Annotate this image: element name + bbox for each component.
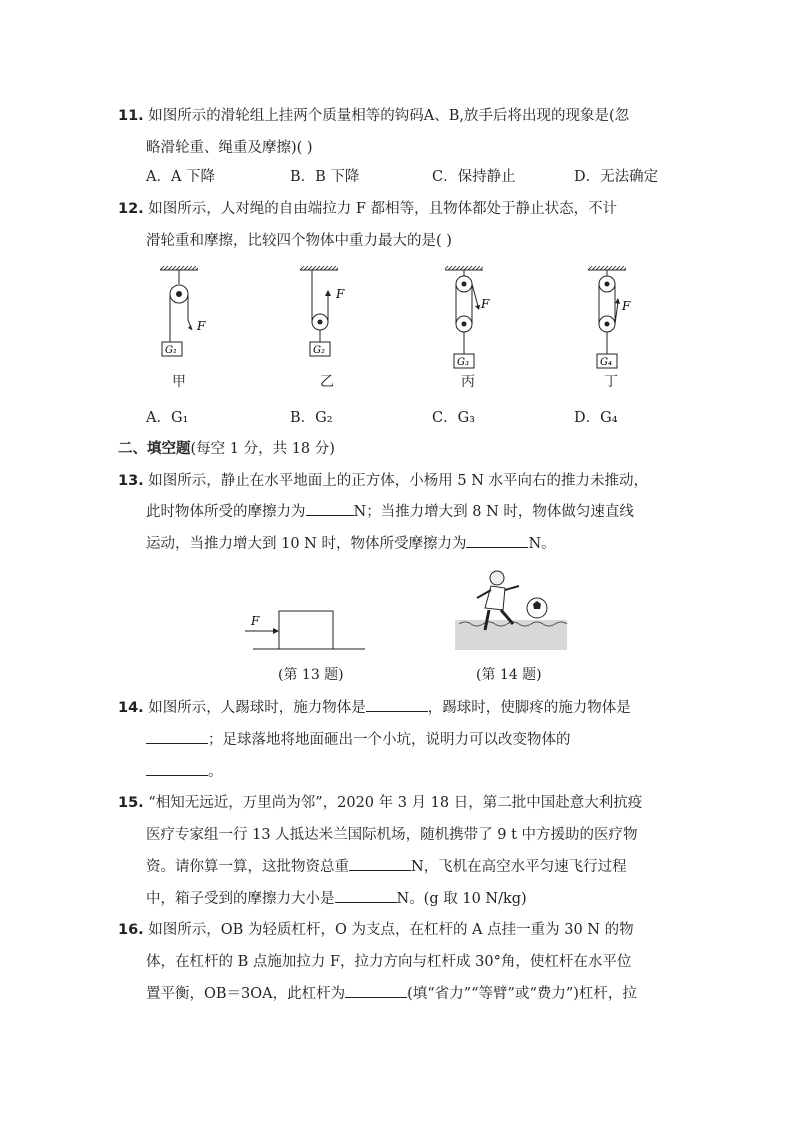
figure-label-ding: 丁 — [604, 374, 618, 390]
q15-blank-2[interactable] — [335, 888, 397, 903]
q11-option-d: D．无法确定 — [574, 169, 659, 185]
q14-text-2: ；足球落地将地面砸出一个小坑，说明力可以改变物体的 — [208, 732, 571, 748]
ceiling-hatch — [160, 266, 198, 270]
svg-text:G₃: G₃ — [457, 357, 469, 368]
q13-number: 13. — [118, 473, 144, 489]
q14-line2 — [146, 728, 571, 749]
q15-line1 — [118, 791, 642, 812]
figure-label-yi: 乙 — [320, 374, 334, 390]
q13-text-3b: N。 — [528, 536, 556, 552]
q15-blank-1[interactable] — [349, 856, 411, 871]
q14-blank-2[interactable] — [146, 729, 208, 744]
q11-text-2: 略滑轮重、绳重及摩擦)( ) — [146, 140, 313, 156]
q14-text-1b: ，踢球时，使脚疼的施力物体是 — [427, 700, 631, 716]
q11-option-b: B．B 下降 — [290, 169, 360, 185]
section-note: (每空 1 分，共 18 分) — [190, 441, 335, 457]
weight-label: G₁ — [165, 345, 177, 356]
q14-text-3: 。 — [208, 764, 223, 780]
q16-text-1: 如图所示，OB 为轻质杠杆，O 为支点，在杠杆的 A 点挂一重为 30 N 的物 — [148, 922, 634, 938]
q15-text-3b: N，飞机在高空水平匀速飞行过程 — [411, 859, 627, 875]
section-title: 二、填空题 — [118, 440, 191, 457]
q13-text-2a: 此时物体所受的摩擦力为 — [146, 504, 306, 520]
q13-line1 — [118, 469, 648, 490]
force-arrow — [325, 290, 331, 296]
q13-line3 — [146, 532, 556, 553]
push-force-label: F — [251, 614, 260, 628]
q11-option-c: C．保持静止 — [432, 169, 516, 185]
q15-text-3a: 资。请你算一算，这批物资总重 — [146, 859, 349, 875]
q11-line1 — [118, 104, 629, 125]
svg-text:F: F — [622, 299, 631, 313]
figure-ding — [588, 266, 631, 368]
q16-number: 16. — [118, 922, 144, 938]
q13-line2 — [146, 500, 634, 521]
figure-label-jia: 甲 — [172, 374, 186, 390]
section-heading — [118, 437, 335, 458]
force-arrow — [475, 305, 480, 310]
q12-option-b: B．G₂ — [290, 410, 333, 426]
q15-text-4b: N。(g 取 10 N/kg) — [396, 891, 527, 907]
force-arrow — [615, 298, 620, 304]
q13-blank-2[interactable] — [466, 533, 528, 548]
q11-text-1: 如图所示的滑轮组上挂两个质量相等的钩码A、B,放手后将出现的现象是(忽 — [148, 108, 630, 124]
q15-line4 — [146, 887, 527, 908]
q15-text-2: 医疗专家组一行 13 人抵达米兰国际机场，随机携带了 9 t 中方援助的医疗物 — [146, 827, 638, 843]
force-label: F — [197, 319, 206, 333]
figure-bing — [445, 266, 490, 368]
q15-number: 15. — [118, 795, 144, 811]
q12-option-c: C．G₃ — [432, 410, 475, 426]
cube-block — [279, 611, 333, 649]
q14-text-1a: 如图所示，人踢球时，施力物体是 — [148, 700, 366, 716]
svg-text:F: F — [481, 297, 490, 311]
figure-yi — [300, 266, 345, 356]
q13-text-2b: N；当推力增大到 8 N 时，物体做匀速直线 — [353, 504, 634, 520]
q15-text-1: “相知无远近，万里尚为邻”，2020 年 3 月 18 日，第二批中国赴意大利抗疫 — [148, 795, 643, 811]
q14-number: 14. — [118, 700, 144, 716]
q16-text-3b: (填“省力”“等臂”或“费力”)杠杆，拉 — [407, 986, 637, 1002]
q15-line3 — [146, 855, 627, 876]
svg-text:G₂: G₂ — [313, 345, 325, 356]
q14-caption: (第 14 题) — [476, 667, 542, 683]
q14-blank-1[interactable] — [366, 697, 428, 712]
q11-option-a: A．A 下降 — [146, 169, 216, 185]
q16-line3 — [146, 982, 637, 1003]
q12-text-2: 滑轮重和摩擦，比较四个物体中重力最大的是( ) — [146, 233, 452, 249]
q16-blank-1[interactable] — [345, 983, 407, 998]
q12-option-a: A．G₁ — [146, 410, 189, 426]
q16-text-3a: 置平衡，OB＝3OA，此杠杆为 — [146, 986, 346, 1002]
q12-option-d: D．G₄ — [574, 410, 618, 426]
player-head — [490, 571, 504, 585]
pulley-figures — [140, 258, 660, 393]
q13-caption: (第 13 题) — [278, 667, 344, 683]
q12-number: 12. — [118, 201, 144, 217]
q16-line1 — [118, 918, 634, 939]
figure-jia — [160, 266, 206, 356]
q13-text-1: 如图所示，静止在水平地面上的正方体，小杨用 5 N 水平向右的推力未推动， — [148, 473, 649, 489]
q12-line1 — [118, 197, 617, 218]
svg-text:G₄: G₄ — [600, 357, 612, 368]
q13-blank-1[interactable] — [306, 501, 354, 516]
q14-figure — [455, 568, 570, 653]
figure-label-bing: 丙 — [461, 374, 475, 390]
q15-text-4a: 中，箱子受到的摩擦力大小是 — [146, 891, 335, 907]
q13-figure — [245, 605, 370, 655]
q13-text-3a: 运动，当推力增大到 10 N 时，物体所受摩擦力为 — [146, 536, 467, 552]
q12-text-1: 如图所示，人对绳的自由端拉力 F 都相等，且物体都处于静止状态，不计 — [148, 201, 618, 217]
q14-line3 — [146, 760, 223, 781]
q14-line1 — [118, 696, 631, 717]
q11-number: 11. — [118, 108, 144, 124]
player-body — [485, 586, 505, 610]
q16-text-2: 体，在杠杆的 B 点施加拉力 F，拉力方向与杠杆成 30°角，使杠杆在水平位 — [146, 954, 632, 970]
svg-text:F: F — [336, 287, 345, 301]
q14-blank-3[interactable] — [146, 761, 208, 776]
